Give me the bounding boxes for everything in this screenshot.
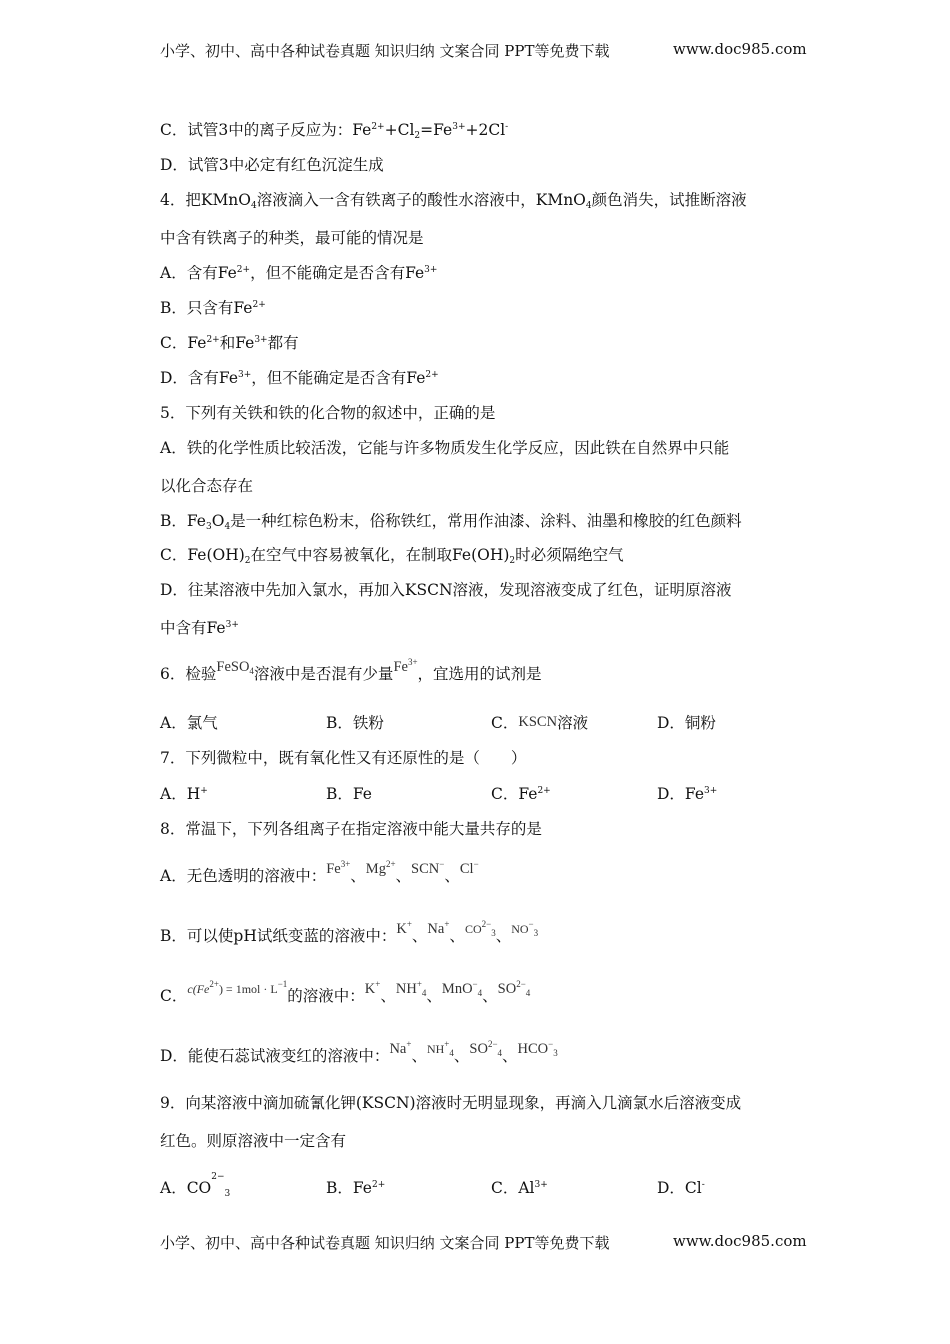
q8-option-c: C．$^{c(Fe^{2+}) = 1mol \cdot L^{-1}}$的溶液中：K+、$NH^+_4$、MnO−$_4$、$SO^{2-}_4$ <box>160 979 531 1005</box>
q4-stem-line1: 4．把KMnO$_4$溶液滴入一含有铁离子的酸性水溶液中，KMnO$_4$颜色消失，试推断溶液 <box>160 191 747 211</box>
q9-option-d: D．Cl- <box>657 1179 705 1197</box>
footer-url[interactable]: www.doc985.com <box>673 1232 807 1250</box>
ion-cl: Cl− <box>459 859 479 877</box>
page-header <box>160 40 807 61</box>
q9-stem-line1: 9．向某溶液中滴加硫氰化钾(KSCN)溶液时无明显现象，再滴入几滴氯水后溶液变成 <box>160 1094 742 1112</box>
header-text: 小学、初中、高中各种试卷真题 知识归纳 文案合同 PPT等免费下载 <box>160 42 610 60</box>
ion-so4-c: $SO^{2-}_4$ <box>497 979 531 998</box>
q5-option-d-line1: D．往某溶液中先加入氯水，再加入KSCN溶液，发现溶液变成了红色，证明原溶液 <box>160 581 732 599</box>
q8-option-d: D．能使石蕊试液变红的溶液中：Na+、$^{NH^+_4}$、$SO^{2-}_4$、$HCO^-_3$ <box>160 1039 558 1065</box>
q9-option-b: B．$Fe^{2+}$ <box>326 1179 386 1197</box>
ion-mg: $Mg^{2+}$ <box>365 859 396 877</box>
ion-image-group-a: $Fe^{3+}$ <box>326 859 351 877</box>
formula-image-fe3: $Fe^{3+}$ <box>393 657 418 675</box>
formula-image-kscn: KSCN <box>518 714 558 730</box>
q9-option-a: A．$CO^{2-}_3$ <box>160 1172 231 1199</box>
q7-option-b: B．Fe <box>326 785 372 803</box>
page-footer <box>160 1232 807 1253</box>
q4-option-a: A．含有$Fe^{2+}$，但不能确定是否含有$Fe^{3+}$ <box>160 264 438 282</box>
q8-option-b: B．可以使pH试纸变蓝的溶液中：K+、Na+、$^{CO^{2-}_3}$、$^{NO^-_3}$ <box>160 919 539 945</box>
q8-option-a: A．无色透明的溶液中：$Fe^{3+}$、$Mg^{2+}$、SCN−、Cl− <box>160 859 479 885</box>
ion-k: K+ <box>396 919 412 937</box>
ion-na-d: Na+ <box>389 1039 412 1057</box>
q9-stem-line2: 红色。则原溶液中一定含有 <box>160 1132 347 1150</box>
q5-stem: 5．下列有关铁和铁的化合物的叙述中，正确的是 <box>160 404 496 422</box>
q4-option-c: C．$Fe^{2+}$和$Fe^{3+}$都有 <box>160 334 299 352</box>
q4-option-d: D．含有$Fe^{3+}$，但不能确定是否含有$Fe^{2+}$ <box>160 369 439 387</box>
q5-option-a-line2: 以化合态存在 <box>160 477 254 495</box>
q6-option-b: B．铁粉 <box>326 714 384 732</box>
ion-hco3: $HCO^-_3$ <box>517 1039 558 1058</box>
q4-stem-line2: 中含有铁离子的种类，最可能的情况是 <box>160 229 424 247</box>
q6-option-a: A．氯气 <box>160 714 218 732</box>
formula-image-concentration: c(Fe2+) = 1mol · L−1 <box>187 979 288 996</box>
q7-option-d: D．$Fe^{3+}$ <box>657 785 718 803</box>
q6-option-d: D．铜粉 <box>657 714 716 732</box>
q7-stem: 7．下列微粒中，既有氧化性又有还原性的是（ ） <box>160 749 527 767</box>
q4-option-b: B．只含有$Fe^{2+}$ <box>160 299 266 317</box>
ion-na: Na+ <box>427 919 450 937</box>
q7-option-c: C．$Fe^{2+}$ <box>491 785 551 803</box>
q3-option-c: C．试管3中的离子反应为：$Fe^{2+}+Cl_2=Fe^{3+}+2Cl^-$ <box>160 121 509 141</box>
ion-scn: SCN− <box>411 859 445 877</box>
q7-option-a: A．H+ <box>160 785 208 803</box>
ion-co3: CO2−3 <box>464 919 496 938</box>
q3-option-d: D．试管3中必定有红色沉淀生成 <box>160 156 384 174</box>
q6-option-c: C．KSCN溶液 <box>491 714 589 732</box>
q5-option-b: B．$Fe_3O_4$是一种红棕色粉末，俗称铁红，常用作油漆、涂料、油墨和橡胶的红色颜料 <box>160 512 742 532</box>
ion-nh4-d: NH+4 <box>426 1039 454 1058</box>
q8-stem: 8．常温下，下列各组离子在指定溶液中能大量共存的是 <box>160 820 542 838</box>
formula-image-feso4: FeSO$_4$ <box>216 659 254 676</box>
ion-no3: NO−3 <box>511 919 539 938</box>
ion-k-c: K+ <box>364 979 381 997</box>
ion-nh4-c: $NH^+_4$ <box>395 979 427 998</box>
footer-text: 小学、初中、高中各种试卷真题 知识归纳 文案合同 PPT等免费下载 <box>160 1234 610 1252</box>
q9-option-c: C．$Al^{3+}$ <box>491 1179 548 1197</box>
q5-option-a-line1: A．铁的化学性质比较活泼，它能与许多物质发生化学反应，因此铁在自然界中只能 <box>160 439 730 457</box>
header-url[interactable]: www.doc985.com <box>673 40 807 58</box>
q6-stem: 6．检验FeSO$_4$溶液中是否混有少量$Fe^{3+}$，宜选用的试剂是 <box>160 657 542 683</box>
q5-option-d-line2: 中含有$Fe^{3+}$ <box>160 619 239 637</box>
ion-so4-d: $SO^{2-}_4$ <box>469 1039 503 1058</box>
ion-mno4: MnO−$_4$ <box>441 979 483 998</box>
q5-option-c: C．$Fe(OH)_2$在空气中容易被氧化，在制取$Fe(OH)_2$时必须隔绝空气 <box>160 546 624 566</box>
